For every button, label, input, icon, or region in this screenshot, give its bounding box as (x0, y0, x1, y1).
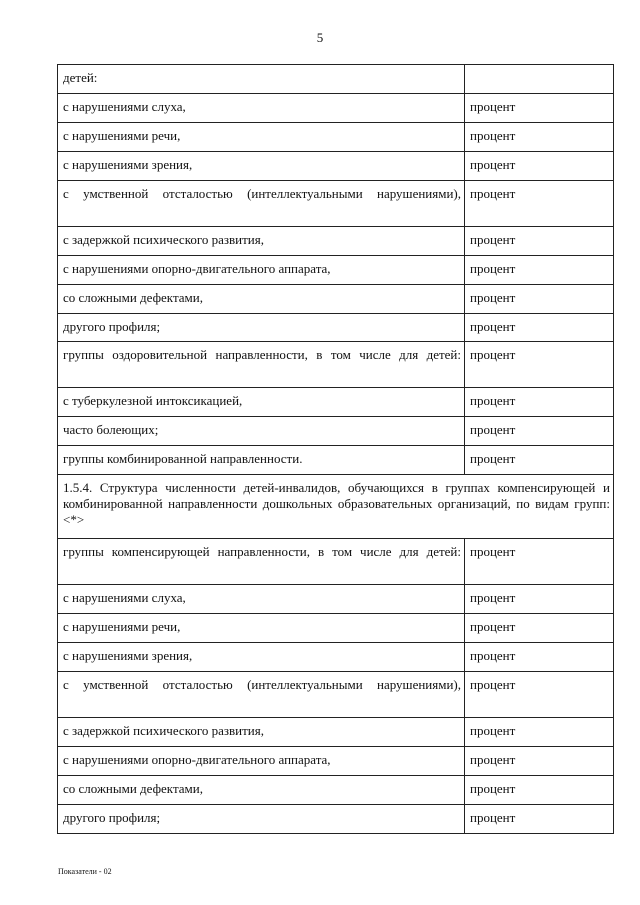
table-row (58, 227, 614, 256)
section-heading: 1.5.4. Структура численности детей-инвалидов, обучающихся в группах компенсирующей и комбинированной направленности дошкольных образовательных организаций, по видам групп: <*> (58, 475, 614, 539)
row-unit: процент (465, 747, 614, 776)
row-unit: процент (465, 776, 614, 805)
row-unit: процент (465, 643, 614, 672)
table-row (58, 585, 614, 614)
row-label: с нарушениями речи, (58, 614, 465, 643)
row-label: с нарушениями слуха, (58, 585, 465, 614)
row-label: часто болеющих; (58, 417, 465, 446)
table-row (58, 776, 614, 805)
table-row (58, 539, 614, 585)
row-label: со сложными дефектами, (58, 285, 465, 314)
row-label: группы оздоровительной направленности, в том числе для детей: (58, 342, 465, 388)
row-unit (465, 65, 614, 94)
row-label: с нарушениями опорно-двигательного аппарата, (58, 256, 465, 285)
page-footer: Показатели - 02 (58, 867, 112, 876)
table-row (58, 388, 614, 417)
row-label: с нарушениями речи, (58, 123, 465, 152)
row-unit: процент (465, 388, 614, 417)
page-number: 5 (316, 30, 324, 45)
row-label: с нарушениями зрения, (58, 643, 465, 672)
indicators-table (57, 64, 614, 834)
row-unit: процент (465, 342, 614, 388)
row-label: с умственной отсталостью (интеллектуальными нарушениями), (58, 181, 465, 227)
row-label: детей: (58, 65, 465, 94)
section-heading-row (58, 475, 614, 539)
row-unit: процент (465, 805, 614, 834)
row-label: группы комбинированной направленности. (58, 446, 465, 475)
table-row (58, 417, 614, 446)
row-label: другого профиля; (58, 805, 465, 834)
table-row (58, 614, 614, 643)
row-label: с нарушениями слуха, (58, 94, 465, 123)
row-unit: процент (465, 718, 614, 747)
table-row (58, 285, 614, 314)
table-row (58, 643, 614, 672)
table-row (58, 181, 614, 227)
row-label: со сложными дефектами, (58, 776, 465, 805)
row-unit: процент (465, 181, 614, 227)
row-label: с туберкулезной интоксикацией, (58, 388, 465, 417)
row-unit: процент (465, 94, 614, 123)
row-unit: процент (465, 314, 614, 342)
row-label: с задержкой психического развития, (58, 227, 465, 256)
table-row (58, 94, 614, 123)
table-row (58, 672, 614, 718)
row-label: группы компенсирующей направленности, в том числе для детей: (58, 539, 465, 585)
row-unit: процент (465, 285, 614, 314)
row-unit: процент (465, 256, 614, 285)
row-unit: процент (465, 227, 614, 256)
table-row (58, 123, 614, 152)
table-row (58, 342, 614, 388)
row-unit: процент (465, 672, 614, 718)
row-unit: процент (465, 446, 614, 475)
table-row (58, 446, 614, 475)
row-label: с умственной отсталостью (интеллектуальными нарушениями), (58, 672, 465, 718)
row-label: с задержкой психического развития, (58, 718, 465, 747)
row-unit: процент (465, 152, 614, 181)
table-row (58, 747, 614, 776)
table-row (58, 152, 614, 181)
table-row (58, 65, 614, 94)
row-unit: процент (465, 539, 614, 585)
row-label: с нарушениями опорно-двигательного аппарата, (58, 747, 465, 776)
table-row (58, 805, 614, 834)
row-unit: процент (465, 123, 614, 152)
row-label: с нарушениями зрения, (58, 152, 465, 181)
row-unit: процент (465, 614, 614, 643)
row-unit: процент (465, 585, 614, 614)
row-label: другого профиля; (58, 314, 465, 342)
table-row (58, 314, 614, 342)
table-row (58, 256, 614, 285)
row-unit: процент (465, 417, 614, 446)
table-row (58, 718, 614, 747)
